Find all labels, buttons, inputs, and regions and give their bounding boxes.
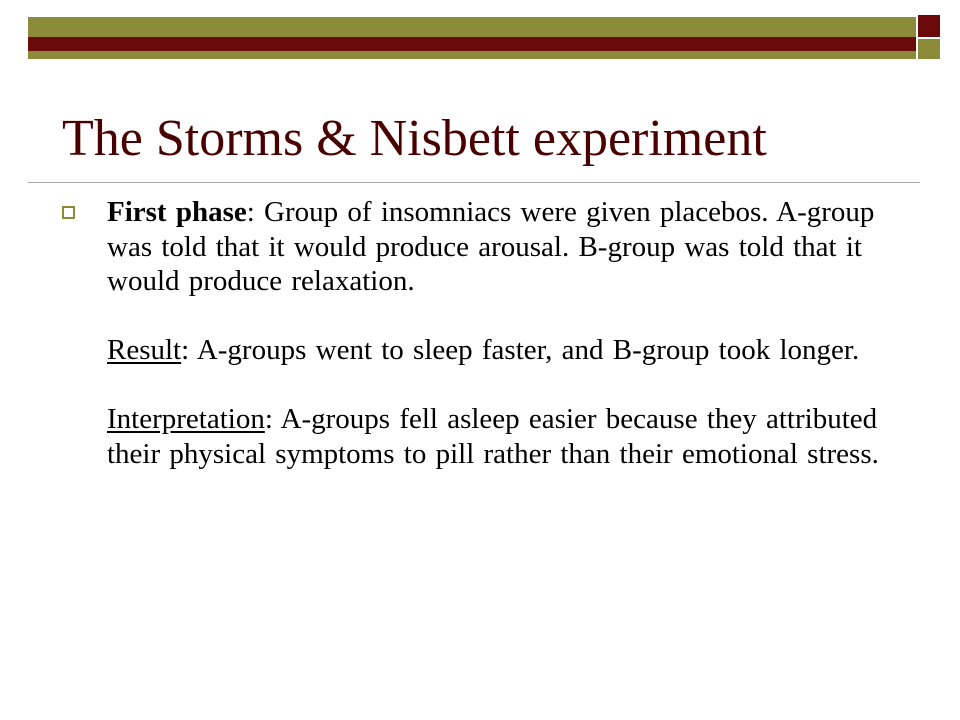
interpretation-paragraph [107, 402, 907, 471]
title-divider [28, 182, 920, 183]
square-bullet-icon [62, 206, 75, 219]
result-text: : A-groups went to sleep faster, and B-group took longer. [181, 334, 860, 366]
first-phase-paragraph [107, 195, 907, 299]
paragraph-spacer [107, 299, 907, 334]
header-red-bar [28, 37, 916, 51]
header-decoration [0, 0, 960, 68]
result-label: Result [107, 334, 182, 366]
header-olive-bar-bottom [28, 51, 916, 59]
first-phase-text: : Group of insomniacs were given placebos. A-group was told that it would produce arousal. B-group was told that it would produce relaxation. [107, 196, 875, 297]
paragraph-spacer [107, 368, 907, 403]
bullet-content [107, 195, 907, 471]
slide-title: The Storms & Nisbett experiment [62, 110, 767, 167]
result-paragraph [107, 333, 907, 368]
header-olive-bar-top [28, 17, 916, 37]
corner-olive-square [918, 39, 940, 59]
first-phase-label: First phase [107, 196, 247, 228]
corner-red-square [918, 15, 940, 37]
interpretation-text: : A-groups fell asleep easier because they attributed their physical symptoms to pill rather than their emotional stress. [107, 403, 879, 470]
interpretation-label: Interpretation [107, 403, 265, 435]
